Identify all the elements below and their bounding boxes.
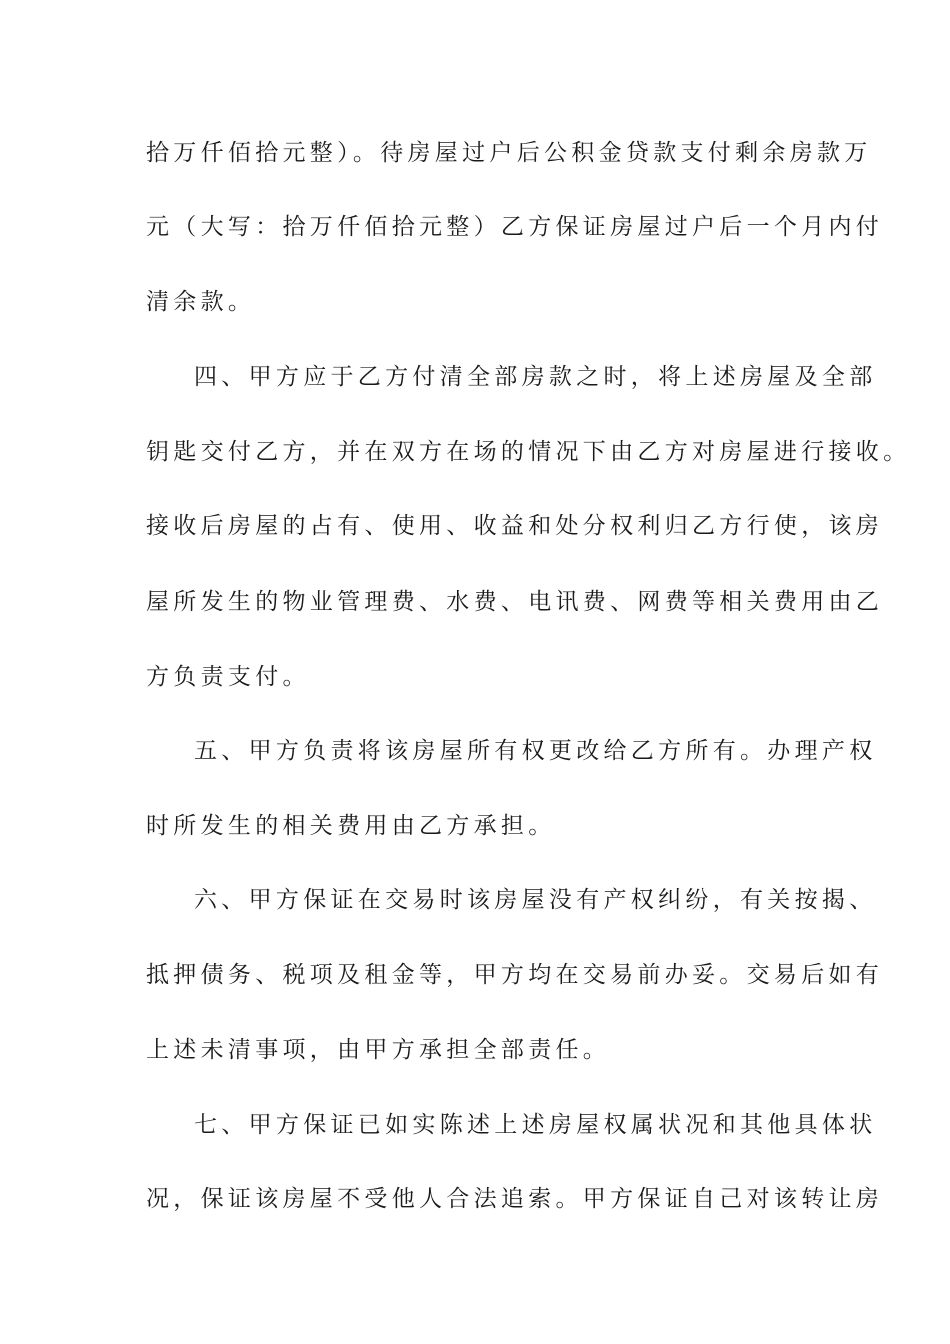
text-line-11: 六、甲方保证在交易时该房屋没有产权纠纷，有关按揭、 [194, 887, 877, 913]
text-line-2: 元（大写：拾万仟佰拾元整）乙方保证房屋过户后一个月内付 [146, 214, 884, 240]
text-line-13: 上述未清事项，由甲方承担全部责任。 [146, 1037, 611, 1063]
text-line-3: 清余款。 [146, 289, 256, 315]
text-line-9: 五、甲方负责将该房屋所有权更改给乙方所有。办理产权 [194, 738, 877, 764]
text-line-7: 屋所发生的物业管理费、水费、电讯费、网费等相关费用由乙 [146, 589, 884, 615]
text-line-5: 钥匙交付乙方，并在双方在场的情况下由乙方对房屋进行接收。 [146, 439, 911, 465]
text-line-10: 时所发生的相关费用由乙方承担。 [146, 813, 556, 839]
text-line-4: 四、甲方应于乙方付清全部房款之时，将上述房屋及全部 [194, 364, 877, 390]
text-line-12: 抵押债务、税项及租金等，甲方均在交易前办妥。交易后如有 [146, 962, 884, 988]
text-line-1: 拾万仟佰拾元整）。待房屋过户后公积金贷款支付剩余房款万 [146, 140, 872, 166]
text-line-14: 七、甲方保证已如实陈述上述房屋权属状况和其他具体状 [194, 1112, 877, 1138]
text-line-15: 况，保证该房屋不受他人合法追索。甲方保证自己对该转让房 [146, 1186, 884, 1212]
text-line-8: 方负责支付。 [146, 664, 310, 690]
text-line-6: 接收后房屋的占有、使用、收益和处分权利归乙方行使，该房 [146, 513, 884, 539]
